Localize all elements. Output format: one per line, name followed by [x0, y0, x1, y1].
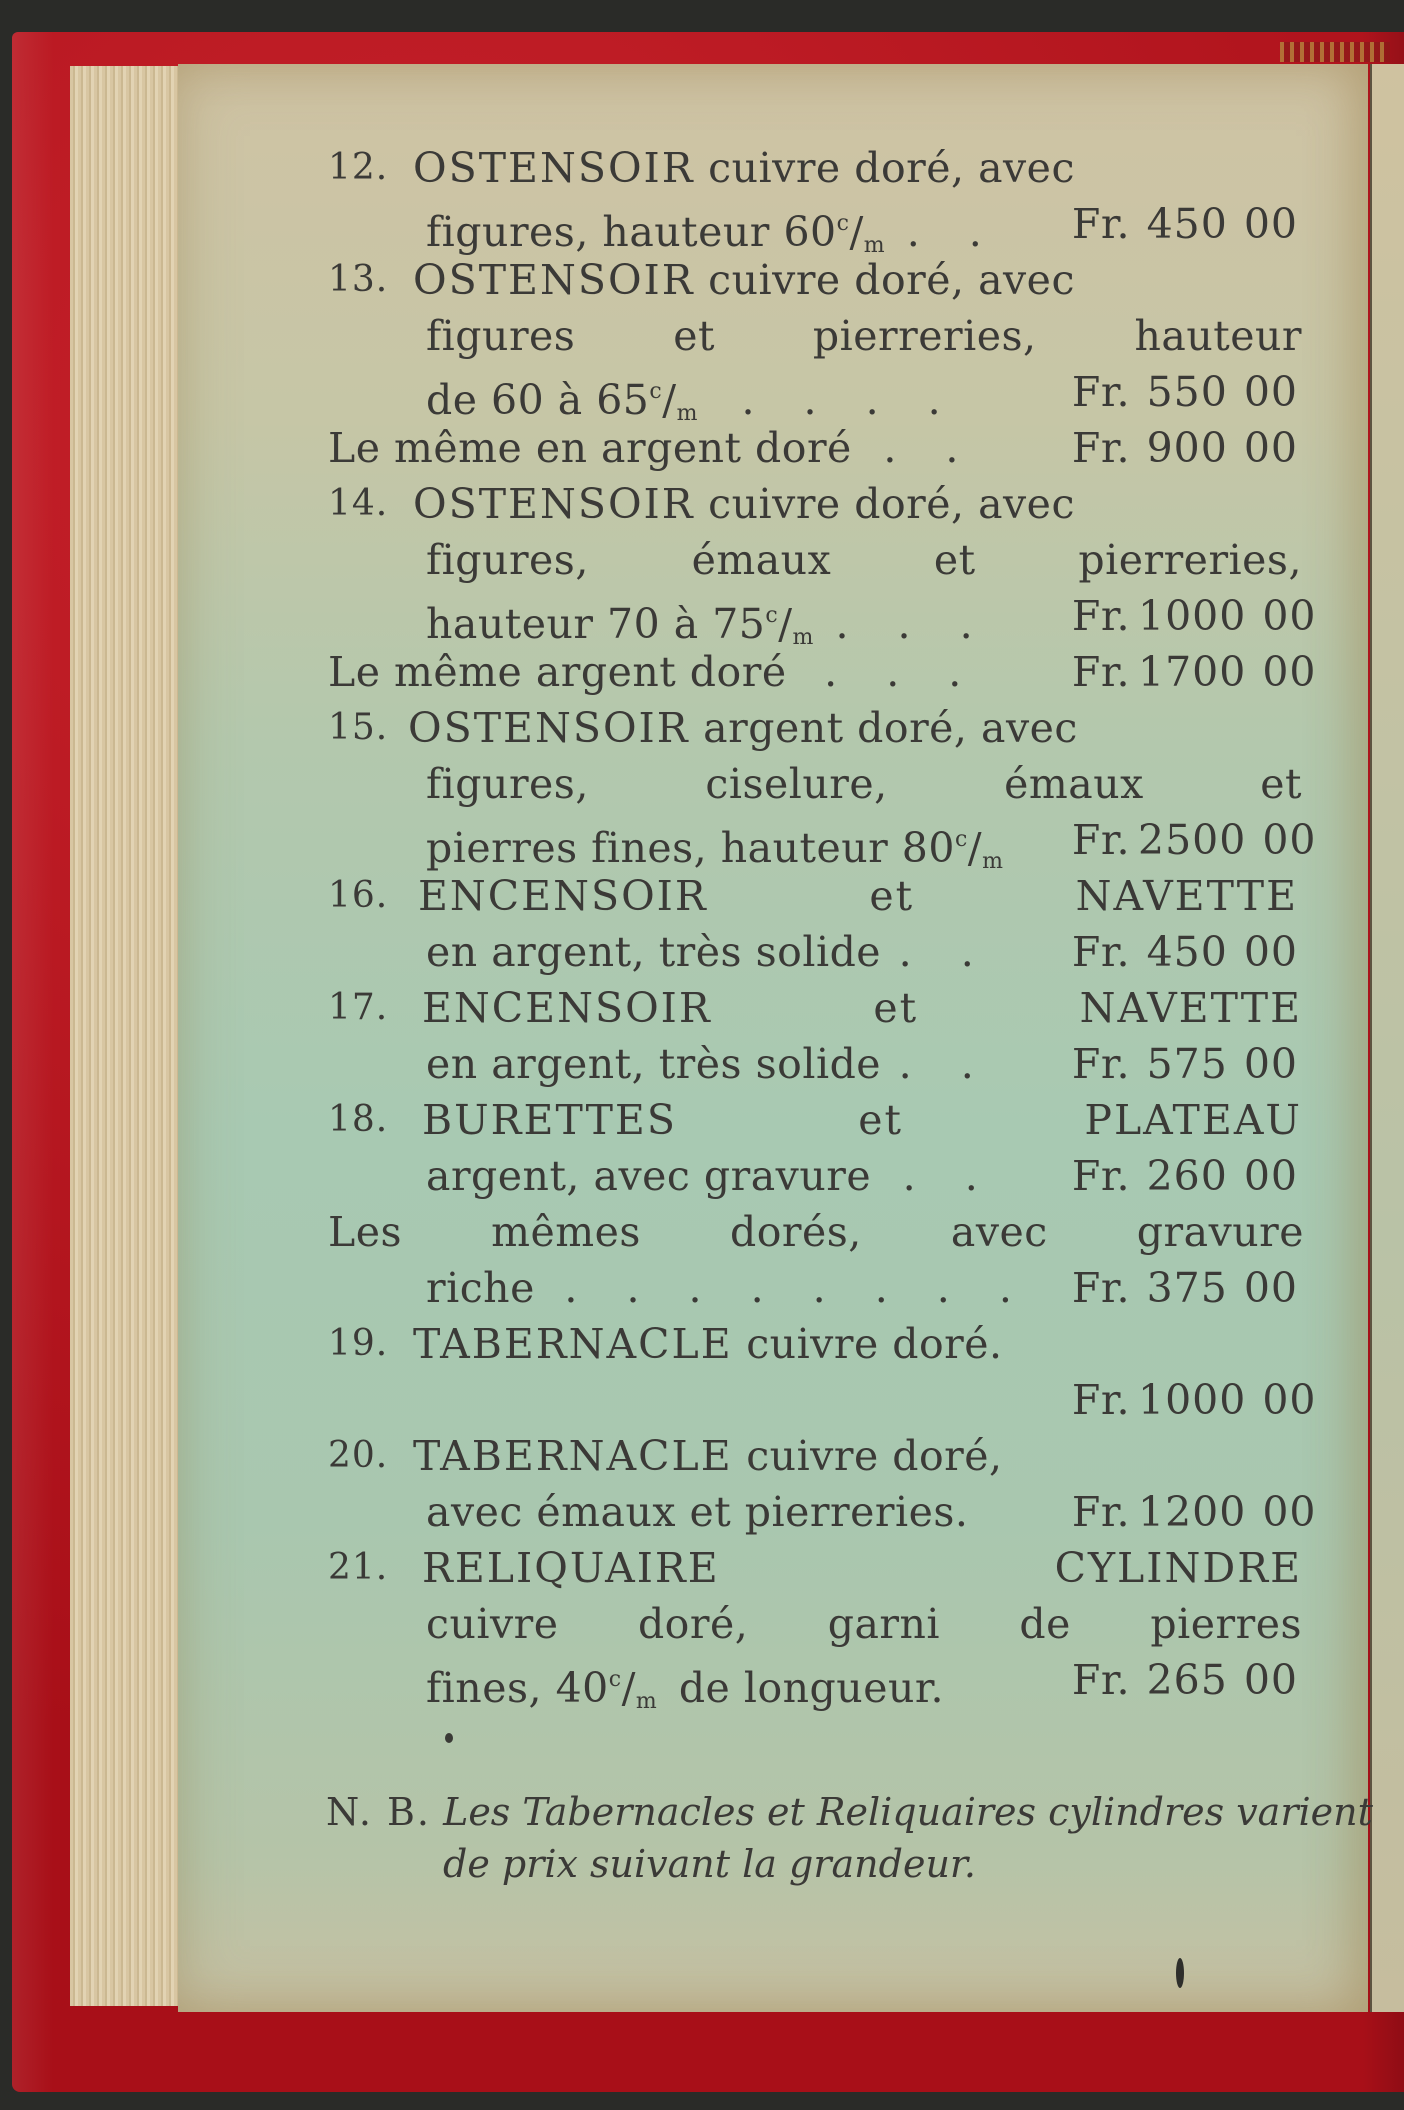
entry-description: figures, ciselure, émaux et — [426, 760, 1302, 808]
entry-description: cuivre doré. — [746, 1320, 1003, 1368]
entry-number: 21. — [328, 1547, 389, 1588]
entry-title: OSTENSOIR — [413, 480, 695, 528]
entry-number: 15. — [328, 707, 389, 748]
note-text: de prix suivant la grandeur. — [443, 1842, 976, 1886]
dot-leader: . . — [906, 208, 1000, 256]
currency-label: Fr. — [1071, 1488, 1130, 1536]
price: 1000 00 — [1138, 1376, 1317, 1424]
gilt-edge-decoration — [1280, 42, 1390, 62]
price: 1700 00 — [1138, 648, 1317, 696]
entry-description: hauteur 70 à 75 — [426, 600, 766, 648]
catalog-page — [178, 64, 1373, 2012]
note-line-1 — [326, 1786, 1373, 1838]
dot-leader: . . — [902, 1152, 996, 1200]
entry-title: OSTENSOIR — [408, 704, 690, 752]
variant-description: riche — [426, 1264, 535, 1312]
unit-cm: $^c/_m$ — [954, 824, 1004, 874]
entry-number: 17. — [328, 987, 389, 1028]
currency-label: Fr. — [1071, 1656, 1130, 1704]
entry-number: 16. — [328, 875, 389, 916]
entry-description: argent doré, avec — [703, 704, 1078, 752]
entry-number: 20. — [328, 1435, 389, 1476]
note-line-2 — [443, 1838, 976, 1890]
dot-leader: . . . — [835, 600, 991, 648]
price: 550 00 — [1146, 368, 1298, 416]
entry-description: en argent, très solide — [426, 928, 882, 976]
entry-number: 18. — [328, 1099, 389, 1140]
currency-label: Fr. — [1071, 368, 1130, 416]
entry-description: figures, hauteur 60 — [426, 208, 837, 256]
currency-label: Fr. — [1071, 816, 1130, 864]
entry-title: BURETTES et PLATEAU — [422, 1096, 1302, 1144]
currency-label: Fr. — [1071, 424, 1130, 472]
variant-description: Les mêmes dorés, avec gravure — [328, 1208, 1304, 1256]
entry-title: RELIQUAIRE CYLINDRE — [422, 1544, 1302, 1592]
entry-number: 13. — [328, 259, 389, 300]
entry-description: cuivre doré, avec — [708, 256, 1075, 304]
stray-dot — [445, 1733, 453, 1743]
price: 265 00 — [1146, 1656, 1298, 1704]
price-list — [178, 64, 1373, 2012]
entry-number: 12. — [328, 147, 389, 188]
entry-number: 14. — [328, 483, 389, 524]
currency-label: Fr. — [1071, 1152, 1130, 1200]
note-text: Les Tabernacles et Reliquaires cylindres varient — [443, 1790, 1373, 1834]
dot-leader: . . — [898, 1040, 992, 1088]
entry-description: pierres fines, hauteur 80 — [426, 824, 955, 872]
entry-title: TABERNACLE — [413, 1320, 733, 1368]
dot-leader: . . . . . . . . — [564, 1264, 1030, 1312]
entry-title: OSTENSOIR — [413, 256, 695, 304]
dot-leader: . . — [883, 424, 977, 472]
price: 1000 00 — [1138, 592, 1317, 640]
price: 1200 00 — [1138, 1488, 1317, 1536]
entry-title: OSTENSOIR — [413, 144, 695, 192]
price: 375 00 — [1146, 1264, 1298, 1312]
entry-number: 19. — [328, 1323, 389, 1364]
entry-description: cuivre doré, — [746, 1432, 1003, 1480]
dot-leader: . . — [898, 928, 992, 976]
currency-label: Fr. — [1071, 648, 1130, 696]
currency-label: Fr. — [1071, 928, 1130, 976]
price: 575 00 — [1146, 1040, 1298, 1088]
entry-description: de longueur. — [678, 1664, 945, 1712]
currency-label: Fr. — [1071, 592, 1130, 640]
facing-page-edge — [1370, 64, 1404, 2012]
price: 900 00 — [1146, 424, 1298, 472]
entry-description: cuivre doré, avec — [708, 144, 1075, 192]
currency-label: Fr. — [1071, 200, 1130, 248]
unit-cm: $^c/_m$ — [836, 208, 886, 258]
entry-description: de 60 à 65 — [426, 376, 650, 424]
entry-description: figures, émaux et pierreries, — [426, 536, 1302, 584]
entry-description: cuivre doré, garni de pierres — [426, 1600, 1302, 1648]
entry-description: fines, 40 — [426, 1664, 609, 1712]
unit-cm: $^c/_m$ — [608, 1664, 658, 1714]
entry-description: figures et pierreries, hauteur — [426, 312, 1302, 360]
unit-cm: $^c/_m$ — [765, 600, 814, 650]
currency-label: Fr. — [1071, 1040, 1130, 1088]
entry-title: ENCENSOIR et NAVETTE — [422, 984, 1302, 1032]
price: 2500 00 — [1138, 816, 1317, 864]
price: 450 00 — [1146, 928, 1298, 976]
entry-description: en argent, très solide — [426, 1040, 882, 1088]
entry-title: TABERNACLE — [413, 1432, 733, 1480]
entry-title: ENCENSOIR et NAVETTE — [418, 872, 1298, 920]
variant-description: Le même argent doré — [328, 648, 787, 696]
entry-description: argent, avec gravure — [426, 1152, 872, 1200]
dot-leader: . . . . — [741, 376, 959, 424]
price: 260 00 — [1146, 1152, 1298, 1200]
note-label: N. B. — [326, 1790, 431, 1834]
page-edges — [70, 66, 180, 2006]
currency-label: Fr. — [1071, 1264, 1130, 1312]
variant-description: Le même en argent doré — [328, 424, 852, 472]
dot-leader: . . . — [824, 648, 980, 696]
unit-cm: $^c/_m$ — [649, 376, 698, 426]
ink-mark — [1176, 1958, 1184, 1988]
entry-description: avec émaux et pierreries. — [426, 1488, 969, 1536]
entry-description: cuivre doré, avec — [708, 480, 1075, 528]
currency-label: Fr. — [1071, 1376, 1130, 1424]
price: 450 00 — [1146, 200, 1298, 248]
